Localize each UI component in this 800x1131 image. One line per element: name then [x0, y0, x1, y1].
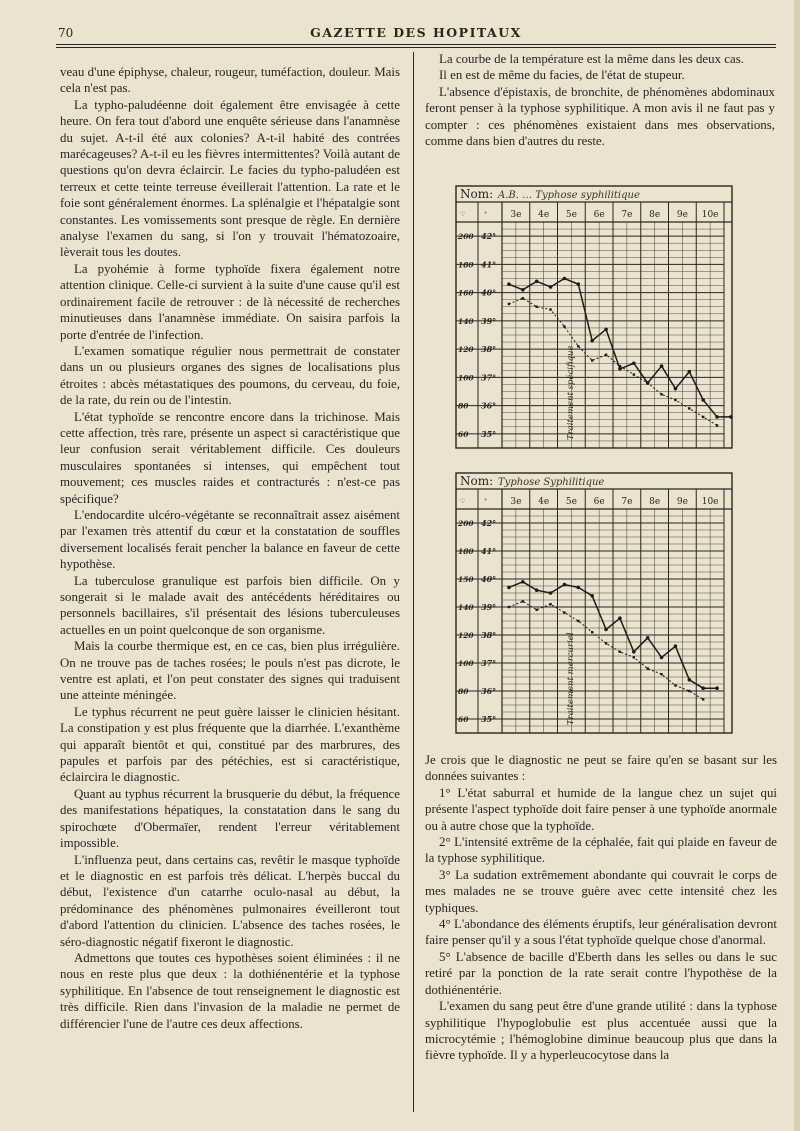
paragraph: Le typhus récurrent ne peut guère laisser le clinicien hésitant. La constipation y est plus fréquente que la diarrhée. L'exanthème qui apparaît bientôt et qui, constitué par des marbrures, des papules et parfois par des pétéchies, est si caractéristique, éclaircira le diagnostic.	[60, 704, 400, 785]
temperature-point	[701, 398, 705, 402]
temp-tick-label: 41°	[481, 546, 497, 556]
temp-tick-label: 35°	[481, 714, 497, 724]
pulse-tick-label: 80	[458, 687, 469, 696]
pulse-point	[646, 382, 648, 384]
temp-header-icon: °	[484, 211, 487, 218]
right-column-top-text	[425, 51, 775, 149]
header-rule	[56, 44, 776, 45]
pulse-point	[646, 667, 648, 669]
pulse-point	[716, 424, 718, 426]
paragraph: Mais la courbe thermique est, en ce cas, bien plus irrégulière. On ne trouve pas de taches rosées; le pouls n'est pas dicrote, le ventre est aplati, et l'on peut constater des signes qui traduisent une atteinte méningée.	[60, 639, 400, 703]
temp-tick-label: 38°	[481, 344, 497, 355]
paragraph: 5° L'absence de bacille d'Eberth dans les selles ou dans le suc retiré par la ponction de la rate serait contre l'hypothèse de la dothiénentérie.	[425, 949, 777, 997]
day-label: 5e	[565, 497, 577, 507]
paragraph: L'influenza peut, dans certains cas, revêtir le masque typhoïde et le diagnostic en est parfois très délicat. L'herpès buccal du début, l'existence d'un catarrhe oculo-nasal au début, la prédominance des phénomènes pulmonaires éveilleront tout d'abord l'attention du clinicien. L'absence des taches rosées, le séro-diagnostic négatif fixeront le diagnostic.	[60, 852, 400, 949]
paragraph: La courbe de la température est la même dans les deux cas.	[439, 52, 744, 66]
temperature-point	[660, 656, 664, 660]
temp-tick-label: 39°	[481, 602, 497, 612]
pulse-point	[508, 303, 510, 305]
temp-tick-label: 42°	[481, 231, 497, 242]
temp-tick-label: 37°	[481, 658, 497, 668]
pulse-point	[535, 609, 537, 611]
pulse-point	[535, 306, 537, 308]
pulse-point	[660, 673, 662, 675]
pulse-tick-label: 200	[458, 519, 474, 528]
pulse-header-icon: ♡	[460, 211, 466, 218]
temperature-point	[646, 636, 650, 640]
pulse-point	[591, 359, 593, 361]
temperature-point	[521, 580, 525, 584]
pulse-curve	[509, 601, 703, 699]
page-number: 70	[58, 26, 74, 40]
day-label: 9e	[676, 210, 688, 220]
temperature-point	[535, 280, 539, 284]
pulse-point	[605, 642, 607, 644]
temperature-point	[577, 586, 581, 590]
temp-tick-label: 39°	[481, 315, 497, 326]
paragraph: Je crois que le diagnostic ne peut se faire qu'en se basant sur les données suivantes :	[425, 753, 777, 784]
pulse-tick-label: 200	[458, 232, 474, 242]
pulse-point	[591, 631, 593, 633]
paragraph: 3° La sudation extrêmement abondante qui couvrait le corps de mes malades ne se trouve guère avec cette intensité chez les typhiques.	[425, 867, 777, 915]
paragraph: L'examen somatique régulier nous permettrait de constater dans un ou plusieurs organes des signes de localisations plus étroites : abcès métastatiques des poumons, du cerveau, du foie, de la rate, du rein ou de l'intestin.	[60, 343, 400, 408]
temperature-point	[577, 282, 581, 286]
pulse-tick-label: 140	[458, 603, 474, 612]
pulse-tick-label: 60	[458, 429, 469, 439]
pulse-point	[549, 308, 551, 310]
chart-name-value: A.B. … Typhose syphilitique	[498, 190, 640, 201]
temperature-point	[688, 370, 692, 374]
journal-title: GAZETTE DES HOPITAUX	[310, 25, 522, 40]
header-rule-double	[56, 47, 776, 48]
temperature-point	[688, 678, 692, 682]
chart-name-label: Nom:	[460, 474, 494, 488]
day-label: 6e	[593, 497, 605, 507]
day-label: 10e	[701, 210, 719, 220]
page-edge	[794, 0, 800, 1131]
temp-tick-label: 38°	[481, 630, 497, 640]
pulse-tick-label: 150	[458, 575, 474, 584]
temperature-point	[590, 339, 594, 343]
pulse-point	[522, 600, 524, 602]
pulse-tick-label: 160	[458, 288, 474, 298]
pulse-tick-label: 140	[458, 316, 474, 326]
temperature-curve	[509, 279, 731, 417]
day-label: 3e	[510, 210, 522, 220]
temp-tick-label: 37°	[481, 372, 497, 383]
temperature-point	[632, 650, 636, 654]
pulse-point	[674, 399, 676, 401]
temperature-point	[660, 364, 664, 368]
paragraph: Il en est de même du facies, de l'état de stupeur.	[439, 68, 685, 83]
day-label: 8e	[649, 210, 661, 220]
paragraph: L'endocardite ulcéro-végétante se reconnaîtrait assez aisément par l'examen très attentif du cœur et la constatation de souffles diversement localisés ferait pencher la balance en faveur de cette hypothèse.	[60, 507, 400, 572]
temp-tick-label: 42°	[481, 518, 497, 528]
pulse-tick-label: 120	[458, 631, 474, 640]
temperature-point	[549, 285, 553, 289]
pulse-point	[563, 611, 565, 613]
paragraph: L'absence d'épistaxis, de bronchite, de phénomènes abdominaux feront penser à la typhose syphilitique. A mon avis il ne faut pas y compter : ces phénomènes existaient dans mes observations, comme dans bien d'autres du reste.	[425, 84, 775, 149]
pulse-point	[633, 656, 635, 658]
paragraph: 1° L'état saburral et humide de la langue chez un sujet qui présente l'aspect typhoïde doit faire penser à une typhoïde anormale ou à autre chose que la typhoïde.	[425, 785, 777, 833]
column-divider	[413, 52, 414, 1112]
paragraph: La tuberculose granulique est parfois bien difficile. On y songerait si le malade avait des antécédents héréditaires ou personnels bacillaires, s'il présentait des lésions tuberculeuses actuelles en un point quelconque de son organisme.	[60, 573, 400, 637]
day-label: 7e	[621, 210, 633, 220]
pulse-point	[619, 365, 621, 367]
temperature-point	[563, 277, 567, 281]
pulse-tick-label: 120	[458, 345, 474, 355]
chart-name-label: Nom:	[460, 187, 494, 201]
pulse-point	[619, 651, 621, 653]
temp-tick-label: 35°	[481, 428, 497, 439]
pulse-tick-label: 60	[458, 715, 469, 724]
day-label: 8e	[649, 497, 661, 507]
day-label: 10e	[701, 497, 719, 507]
pulse-point	[508, 606, 510, 608]
pulse-point	[688, 407, 690, 409]
temp-tick-label: 41°	[481, 259, 497, 270]
pulse-point	[633, 373, 635, 375]
temperature-point	[604, 628, 608, 632]
temperature-point	[507, 282, 511, 286]
chart-frame	[456, 473, 732, 733]
temperature-chart-1	[454, 184, 736, 452]
temperature-point	[729, 415, 733, 419]
pulse-point	[674, 684, 676, 686]
paragraph: L'état typhoïde se rencontre encore dans la trichinose. Mais cette affection, très rare, présente un aspect si caractéristique que leur confusion serait véritablement difficile. Ces douleurs musculaires spontanées si intenses, qui empêchent tout mouvement; ces muscles raides et contracturés : n'est-ce pas spécifique?	[60, 409, 400, 506]
temperature-point	[618, 367, 622, 371]
temperature-point	[618, 616, 622, 620]
temperature-point	[674, 387, 678, 391]
temperature-point	[521, 288, 525, 292]
temp-tick-label: 36°	[481, 686, 497, 696]
pulse-point	[577, 345, 579, 347]
paragraph: La pyohémie à forme typhoïde fixera également notre attention clinique. Celle-ci survient à la suite d'une cause qu'il est ordinairement facile de retrouver : de là nécessité de recherches minutieuses dans l'anamnèse immédiate. On saisira parfois la porte d'entrée de l'infection.	[60, 261, 400, 342]
paragraph: Quant au typhus récurrent la brusquerie du début, la fréquence des manifestations hépatiques, la constatation dans le sang du spirochœte d'Obermaïer, rendent l'erreur véritablement impossible.	[60, 786, 400, 851]
temperature-point	[674, 644, 678, 648]
treatment-annotation: Traitement spécifique	[565, 345, 576, 440]
temp-tick-label: 36°	[481, 400, 497, 411]
pulse-point	[688, 690, 690, 692]
temperature-point	[604, 328, 608, 332]
pulse-tick-label: 80	[458, 401, 469, 411]
temperature-point	[563, 583, 567, 587]
chart-frame	[456, 186, 732, 448]
pulse-point	[577, 620, 579, 622]
paragraph: L'examen du sang peut être d'une grande utilité : dans la typhose syphilitique l'hypoglobulie est plus accentuée aussi que la microcytémie ; l'hémoglobine diminue beaucoup plus que dans la fièvre typhoïde. Il y a hyperleucocytose dans la	[425, 999, 777, 1063]
pulse-point	[563, 325, 565, 327]
temperature-chart-2	[454, 471, 736, 737]
chart-name-value: Typhose Syphilitique	[498, 477, 605, 488]
pulse-point	[549, 603, 551, 605]
temp-tick-label: 40°	[481, 287, 497, 298]
paragraph: 4° L'abondance des éléments éruptifs, leur généralisation devront faire penser qu'il y a sous l'état typhoïde quelque chose d'anormal.	[425, 917, 777, 948]
day-label: 6e	[593, 210, 605, 220]
paragraph: veau d'une épiphyse, chaleur, rougeur, tuméfaction, douleur. Mais cela n'est pas.	[60, 65, 400, 96]
paragraph: La typho-paludéenne doit également être envisagée à cette heure. On fera tout d'abord une enquête sérieuse dans l'anamnèse du sujet. A-t-il été aux colonies? A-t-il habité des contrées marécageuses? A-t-il eu les fièvres intermittentes? Voilà autant de questions qu'on devra éclaircir. Le facies du typho-paludéen est terreux et cette teinte terreuse éveillerait l'attention. La rate et le foie sont généralement énormes. La splénalgie et l'hépatalgie sont constantes. Les vomissements sont presque de règle. En dernière analyse l'examen du sang, si l'on y trouvait l'hématozoaire, lèverait tous les doutes.	[60, 97, 400, 260]
paragraph: Admettons que toutes ces hypothèses soient éliminées : il ne nous en reste plus que deux : la dothiénentérie et la typhose syphilitique. En l'absence de tout renseignement le diagnostic est très difficile. Rien dans l'invasion de la maladie ne permet de différencier l'une de l'autre ces deux affections.	[60, 950, 400, 1031]
temperature-point	[715, 686, 719, 690]
temp-tick-label: 40°	[481, 574, 497, 584]
treatment-annotation: Traitement mercuriel	[565, 632, 576, 725]
day-label: 5e	[565, 210, 577, 220]
pulse-tick-label: 100	[458, 373, 474, 383]
temperature-point	[507, 586, 511, 590]
temperature-point	[701, 686, 705, 690]
temperature-point	[715, 415, 719, 419]
paragraph: 2° L'intensité extrême de la céphalée, fait qui plaide en faveur de la typhose syphilitique.	[425, 835, 777, 866]
pulse-point	[702, 416, 704, 418]
temperature-point	[549, 591, 553, 595]
day-label: 3e	[510, 497, 522, 507]
pulse-point	[660, 393, 662, 395]
pulse-point	[522, 297, 524, 299]
right-column-bottom-text	[425, 752, 777, 1064]
pulse-tick-label: 180	[458, 260, 474, 270]
pulse-header-icon: ♡	[460, 498, 466, 505]
pulse-tick-label: 100	[458, 659, 474, 668]
day-label: 7e	[621, 497, 633, 507]
pulse-point	[605, 354, 607, 356]
day-label: 4e	[538, 497, 550, 507]
temperature-point	[535, 588, 539, 592]
temperature-point	[632, 361, 636, 365]
pulse-tick-label: 180	[458, 547, 474, 556]
day-label: 4e	[538, 210, 550, 220]
left-column-text	[60, 64, 400, 1032]
day-label: 9e	[676, 497, 688, 507]
pulse-point	[702, 698, 704, 700]
temperature-point	[590, 594, 594, 598]
temp-header-icon: °	[484, 498, 487, 505]
